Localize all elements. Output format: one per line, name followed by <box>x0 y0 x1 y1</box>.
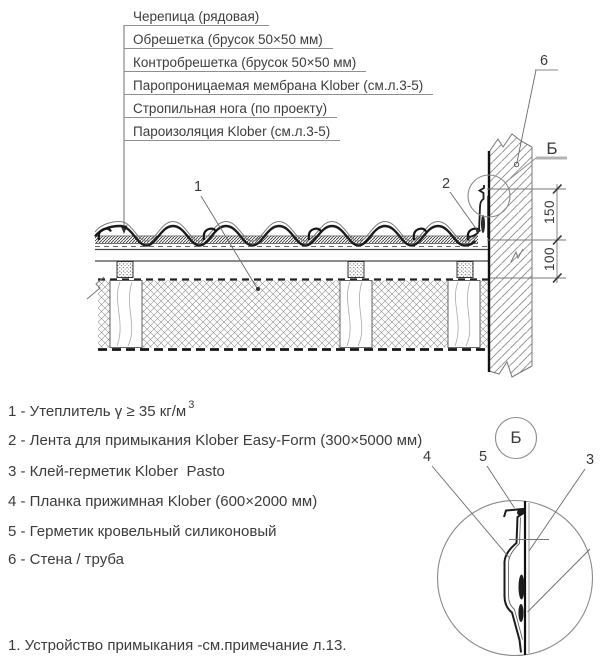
detail-ref-label: Б <box>546 139 558 158</box>
callout-3: 3 <box>585 452 595 468</box>
callout-1: 1 <box>193 179 203 195</box>
callout-6: 6 <box>539 53 549 69</box>
layer-label-battens: Обрешетка (брусок 50×50 мм) <box>124 31 333 49</box>
dimension-100: 100 <box>542 246 557 272</box>
legend-item-1 <box>8 399 195 420</box>
layer-label-rafter: Стропильная нога (по проекту) <box>124 100 337 118</box>
rafter <box>340 281 372 348</box>
detail-zoom-circle <box>438 501 593 656</box>
legend-item-1-text: 1 - Утеплитель γ ≥ 35 кг/м <box>8 403 187 420</box>
dimension-150: 150 <box>542 199 557 225</box>
legend-item-2: 2 - Лента для примыкания Klober Easy-Form (300×5000 мм) <box>8 432 423 449</box>
rafter <box>448 281 480 348</box>
callout-5: 5 <box>478 449 488 465</box>
layer-label-counter-battens: Контробрешетка (брусок 50×50 мм) <box>124 54 366 72</box>
legend-item-5: 5 - Герметик кровельный силиконовый <box>8 523 277 540</box>
layer-label-tiles: Черепица (рядовая) <box>124 8 269 26</box>
counter-batten-layer <box>95 247 489 262</box>
layer-label-vapor-barrier: Пароизоляция Klober (см.л.3-5) <box>124 123 340 141</box>
legend-item-3: 3 - Клей-герметик Klober Pasto <box>8 463 225 480</box>
legend-item-1-sup: 3 <box>188 399 195 411</box>
layer-label-membrane: Паропроницаемая мембрана Klober (см.л.3-5) <box>124 77 433 95</box>
legend-item-4: 4 - Планка прижимная Klober (600×2000 мм) <box>8 493 318 510</box>
roof-section <box>87 222 489 350</box>
insulation-layer <box>87 277 489 348</box>
legend-item-6: 6 - Стена / труба <box>8 551 124 568</box>
detail-title-label: Б <box>510 428 522 447</box>
callout-4: 4 <box>422 449 432 465</box>
footnote: 1. Устройство примыкания -см.примечание л.13. <box>8 637 347 654</box>
batten-layer <box>117 262 473 278</box>
pressure-strip-profile <box>504 509 525 653</box>
callout-2: 2 <box>441 176 451 192</box>
detail-view <box>432 418 593 656</box>
wall-section <box>489 134 532 377</box>
rafter <box>110 281 142 348</box>
